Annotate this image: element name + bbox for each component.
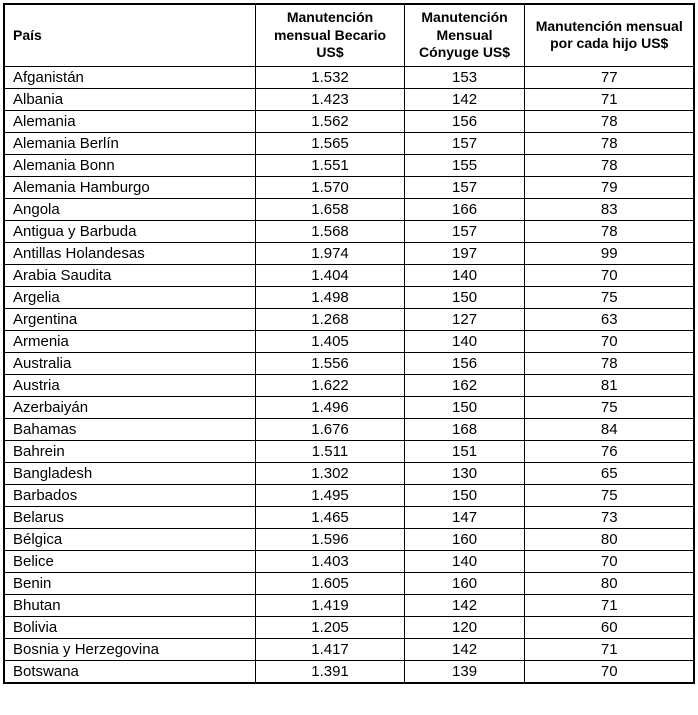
country-cell: Albania bbox=[4, 88, 256, 110]
value-cell: 1.498 bbox=[256, 286, 404, 308]
country-cell: Argelia bbox=[4, 286, 256, 308]
value-cell: 1.403 bbox=[256, 550, 404, 572]
country-cell: Alemania Hamburgo bbox=[4, 176, 256, 198]
value-cell: 1.511 bbox=[256, 440, 404, 462]
value-cell: 153 bbox=[404, 66, 525, 88]
country-cell: Bangladesh bbox=[4, 462, 256, 484]
table-row bbox=[4, 264, 694, 286]
country-cell: Argentina bbox=[4, 308, 256, 330]
value-cell: 81 bbox=[525, 374, 694, 396]
value-cell: 1.658 bbox=[256, 198, 404, 220]
country-cell: Belarus bbox=[4, 506, 256, 528]
value-cell: 197 bbox=[404, 242, 525, 264]
table-row bbox=[4, 132, 694, 154]
value-cell: 130 bbox=[404, 462, 525, 484]
value-cell: 150 bbox=[404, 286, 525, 308]
value-cell: 1.302 bbox=[256, 462, 404, 484]
country-cell: Alemania Berlín bbox=[4, 132, 256, 154]
value-cell: 75 bbox=[525, 286, 694, 308]
value-cell: 78 bbox=[525, 110, 694, 132]
country-cell: Bolivia bbox=[4, 616, 256, 638]
value-cell: 71 bbox=[525, 88, 694, 110]
value-cell: 140 bbox=[404, 550, 525, 572]
value-cell: 1.676 bbox=[256, 418, 404, 440]
header-hijo: Manutención mensual por cada hijo US$ bbox=[525, 4, 694, 66]
value-cell: 73 bbox=[525, 506, 694, 528]
value-cell: 71 bbox=[525, 638, 694, 660]
value-cell: 65 bbox=[525, 462, 694, 484]
table-row bbox=[4, 616, 694, 638]
value-cell: 83 bbox=[525, 198, 694, 220]
header-country: País bbox=[4, 4, 256, 66]
country-cell: Alemania Bonn bbox=[4, 154, 256, 176]
value-cell: 155 bbox=[404, 154, 525, 176]
value-cell: 1.404 bbox=[256, 264, 404, 286]
value-cell: 142 bbox=[404, 88, 525, 110]
value-cell: 1.532 bbox=[256, 66, 404, 88]
table-body bbox=[4, 66, 694, 683]
table-row bbox=[4, 242, 694, 264]
value-cell: 150 bbox=[404, 484, 525, 506]
value-cell: 156 bbox=[404, 110, 525, 132]
country-cell: Belice bbox=[4, 550, 256, 572]
table-row bbox=[4, 308, 694, 330]
value-cell: 80 bbox=[525, 528, 694, 550]
country-cell: Bhutan bbox=[4, 594, 256, 616]
value-cell: 1.417 bbox=[256, 638, 404, 660]
value-cell: 1.419 bbox=[256, 594, 404, 616]
value-cell: 63 bbox=[525, 308, 694, 330]
table-row bbox=[4, 176, 694, 198]
value-cell: 70 bbox=[525, 660, 694, 683]
table-row bbox=[4, 286, 694, 308]
value-cell: 71 bbox=[525, 594, 694, 616]
table-row bbox=[4, 374, 694, 396]
value-cell: 120 bbox=[404, 616, 525, 638]
value-cell: 78 bbox=[525, 154, 694, 176]
country-cell: Austria bbox=[4, 374, 256, 396]
table-row bbox=[4, 396, 694, 418]
value-cell: 162 bbox=[404, 374, 525, 396]
table-header-row bbox=[4, 4, 694, 66]
value-cell: 84 bbox=[525, 418, 694, 440]
value-cell: 157 bbox=[404, 220, 525, 242]
country-cell: Australia bbox=[4, 352, 256, 374]
table-row bbox=[4, 462, 694, 484]
country-cell: Barbados bbox=[4, 484, 256, 506]
value-cell: 70 bbox=[525, 330, 694, 352]
value-cell: 156 bbox=[404, 352, 525, 374]
value-cell: 76 bbox=[525, 440, 694, 462]
table-row bbox=[4, 66, 694, 88]
value-cell: 151 bbox=[404, 440, 525, 462]
country-cell: Arabia Saudita bbox=[4, 264, 256, 286]
table-row bbox=[4, 110, 694, 132]
value-cell: 79 bbox=[525, 176, 694, 198]
value-cell: 70 bbox=[525, 264, 694, 286]
table-row bbox=[4, 88, 694, 110]
value-cell: 77 bbox=[525, 66, 694, 88]
value-cell: 1.205 bbox=[256, 616, 404, 638]
value-cell: 80 bbox=[525, 572, 694, 594]
value-cell: 75 bbox=[525, 396, 694, 418]
value-cell: 1.465 bbox=[256, 506, 404, 528]
table-row bbox=[4, 638, 694, 660]
value-cell: 1.495 bbox=[256, 484, 404, 506]
value-cell: 78 bbox=[525, 132, 694, 154]
table-row bbox=[4, 330, 694, 352]
country-cell: Bosnia y Herzegovina bbox=[4, 638, 256, 660]
value-cell: 78 bbox=[525, 220, 694, 242]
country-cell: Bahrein bbox=[4, 440, 256, 462]
value-cell: 1.496 bbox=[256, 396, 404, 418]
country-cell: Armenia bbox=[4, 330, 256, 352]
value-cell: 60 bbox=[525, 616, 694, 638]
table-row bbox=[4, 154, 694, 176]
value-cell: 160 bbox=[404, 528, 525, 550]
table-row bbox=[4, 440, 694, 462]
header-conyuge: Manutención Mensual Cónyuge US$ bbox=[404, 4, 525, 66]
value-cell: 1.596 bbox=[256, 528, 404, 550]
value-cell: 168 bbox=[404, 418, 525, 440]
table-row bbox=[4, 484, 694, 506]
country-cell: Alemania bbox=[4, 110, 256, 132]
value-cell: 1.551 bbox=[256, 154, 404, 176]
value-cell: 166 bbox=[404, 198, 525, 220]
country-cell: Bélgica bbox=[4, 528, 256, 550]
value-cell: 99 bbox=[525, 242, 694, 264]
value-cell: 147 bbox=[404, 506, 525, 528]
value-cell: 1.974 bbox=[256, 242, 404, 264]
value-cell: 157 bbox=[404, 176, 525, 198]
country-cell: Angola bbox=[4, 198, 256, 220]
country-cell: Bahamas bbox=[4, 418, 256, 440]
country-cell: Botswana bbox=[4, 660, 256, 683]
value-cell: 75 bbox=[525, 484, 694, 506]
value-cell: 1.562 bbox=[256, 110, 404, 132]
value-cell: 70 bbox=[525, 550, 694, 572]
table-row bbox=[4, 418, 694, 440]
value-cell: 1.556 bbox=[256, 352, 404, 374]
country-cell: Benin bbox=[4, 572, 256, 594]
table-row bbox=[4, 198, 694, 220]
table-row bbox=[4, 528, 694, 550]
value-cell: 139 bbox=[404, 660, 525, 683]
value-cell: 142 bbox=[404, 638, 525, 660]
country-cell: Antigua y Barbuda bbox=[4, 220, 256, 242]
value-cell: 1.605 bbox=[256, 572, 404, 594]
value-cell: 1.423 bbox=[256, 88, 404, 110]
value-cell: 157 bbox=[404, 132, 525, 154]
value-cell: 1.565 bbox=[256, 132, 404, 154]
value-cell: 1.391 bbox=[256, 660, 404, 683]
value-cell: 1.570 bbox=[256, 176, 404, 198]
country-cell: Azerbaiyán bbox=[4, 396, 256, 418]
table-row bbox=[4, 660, 694, 683]
value-cell: 1.568 bbox=[256, 220, 404, 242]
value-cell: 78 bbox=[525, 352, 694, 374]
stipend-table bbox=[3, 3, 695, 684]
table-row bbox=[4, 352, 694, 374]
value-cell: 1.405 bbox=[256, 330, 404, 352]
table-row bbox=[4, 506, 694, 528]
value-cell: 127 bbox=[404, 308, 525, 330]
value-cell: 140 bbox=[404, 264, 525, 286]
value-cell: 150 bbox=[404, 396, 525, 418]
header-becario: Manutención mensual Becario US$ bbox=[256, 4, 404, 66]
value-cell: 160 bbox=[404, 572, 525, 594]
country-cell: Afganistán bbox=[4, 66, 256, 88]
value-cell: 140 bbox=[404, 330, 525, 352]
table-row bbox=[4, 550, 694, 572]
table-row bbox=[4, 220, 694, 242]
value-cell: 1.268 bbox=[256, 308, 404, 330]
country-cell: Antillas Holandesas bbox=[4, 242, 256, 264]
value-cell: 1.622 bbox=[256, 374, 404, 396]
table-row bbox=[4, 594, 694, 616]
value-cell: 142 bbox=[404, 594, 525, 616]
table-row bbox=[4, 572, 694, 594]
